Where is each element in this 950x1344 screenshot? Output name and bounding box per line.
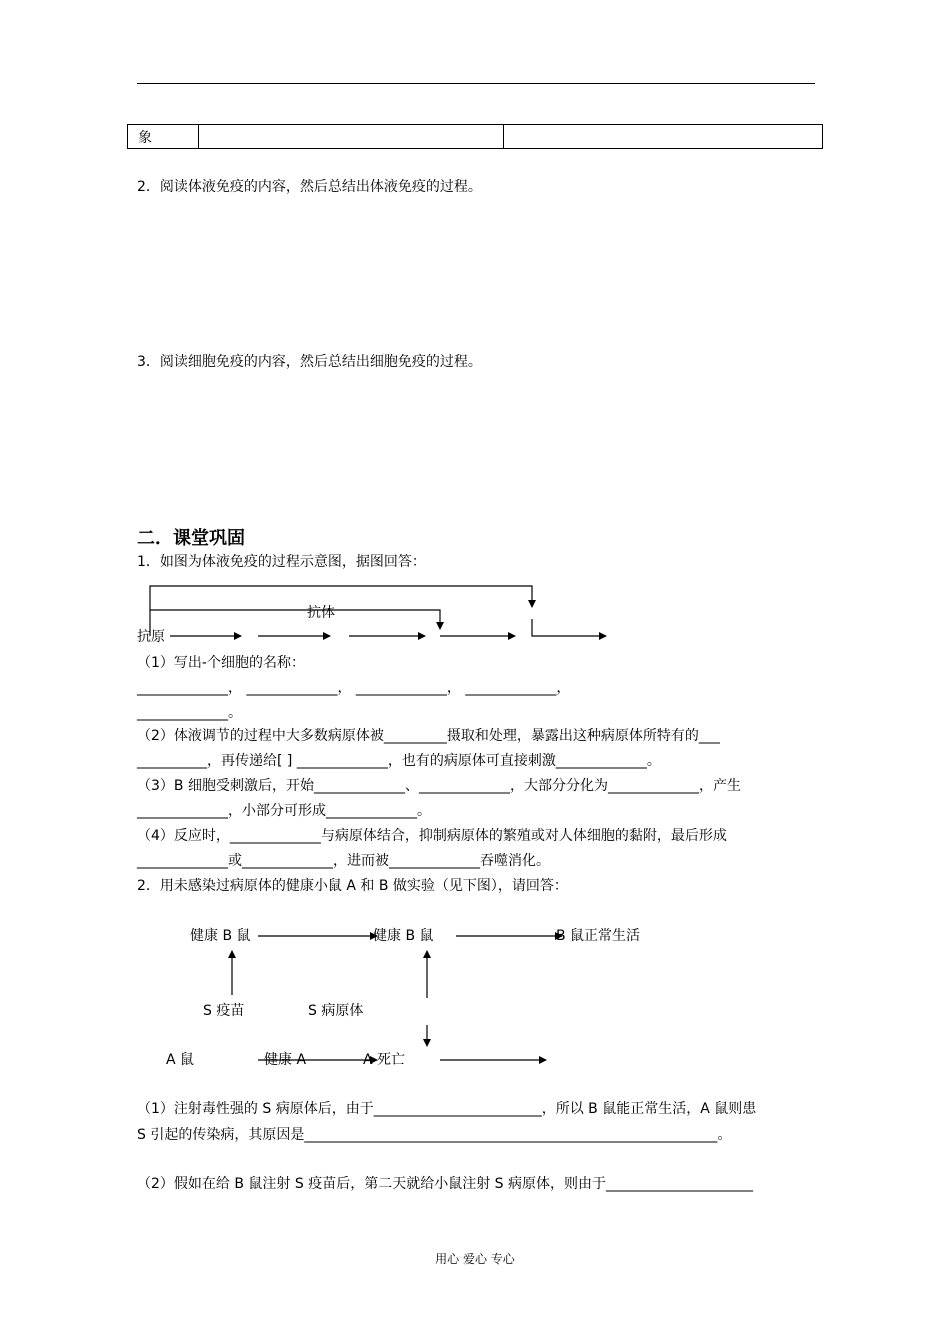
ex1-part1-blank-last: _____________。 — [137, 705, 242, 721]
ex2-part1-line2: S 引起的传染病，其原因是___________________________________________________________。 — [137, 1127, 732, 1143]
antibody-label: 抗体 — [307, 605, 335, 621]
s-pathogen-label: S 病原体 — [308, 1003, 364, 1019]
ex1-part1: （1）写出-个细胞的名称： — [137, 655, 305, 671]
a-dead-label: A 死亡 — [363, 1052, 406, 1068]
ex1-part4-line1: （4）反应时，_____________与病原体结合，抑制病原体的繁殖或对人体细胞的黏附，最后形成 — [137, 828, 727, 844]
exercise-1-intro: 1．如图为体液免疫的过程示意图，据图回答： — [137, 554, 426, 570]
page-footer: 用心 爱心 专心 — [435, 1252, 515, 1266]
table-cell: 象 — [128, 125, 199, 149]
ex1-part3-line2: _____________，小部分可形成_____________。 — [137, 803, 431, 819]
ex2-part1-line1: （1）注射毒性强的 S 病原体后，由于________________________，所以 B 鼠能正常生活，A 鼠则患 — [137, 1101, 757, 1117]
ex1-part1-blanks: _____________， _____________， _____________， _____________， — [137, 680, 571, 696]
ex1-part2-line2: __________，再传递给[ ] _____________，也有的病原体可直接刺激_____________。 — [137, 753, 661, 769]
a-mouse-label: A 鼠 — [166, 1052, 195, 1068]
healthy-b-mouse-label: 健康 B 鼠 — [190, 928, 251, 944]
ex2-part2: （2）假如在给 B 鼠注射 S 疫苗后，第二天就给小鼠注射 S 病原体，则由于_____________________ — [137, 1176, 753, 1192]
ex1-part3-line1: （3）B 细胞受刺激后，开始_____________、_____________，大部分分化为_____________，产生 — [137, 778, 741, 794]
healthy-a-label: 健康 A — [264, 1052, 307, 1068]
question-2: 2．阅读体液免疫的内容，然后总结出体液免疫的过程。 — [137, 179, 482, 195]
section-title: 二．课堂巩固 — [137, 528, 245, 549]
healthy-b-mouse-label-2: 健康 B 鼠 — [373, 928, 434, 944]
ex1-part2-line1: （2）体液调节的过程中大多数病原体被_________摄取和处理，暴露出这种病原体所特有的___ — [137, 728, 720, 744]
b-mouse-normal-label: B 鼠正常生活 — [556, 928, 641, 944]
exercise-2-intro: 2．用未感染过病原体的健康小鼠 A 和 B 做实验（见下图），请回答： — [137, 878, 568, 894]
question-3: 3．阅读细胞免疫的内容，然后总结出细胞免疫的过程。 — [137, 354, 482, 370]
s-vaccine-label: S 疫苗 — [203, 1003, 245, 1019]
ex1-part4-line2: _____________或_____________，进而被_____________吞噬消化。 — [137, 853, 550, 869]
antigen-label: 抗原 — [137, 629, 165, 645]
